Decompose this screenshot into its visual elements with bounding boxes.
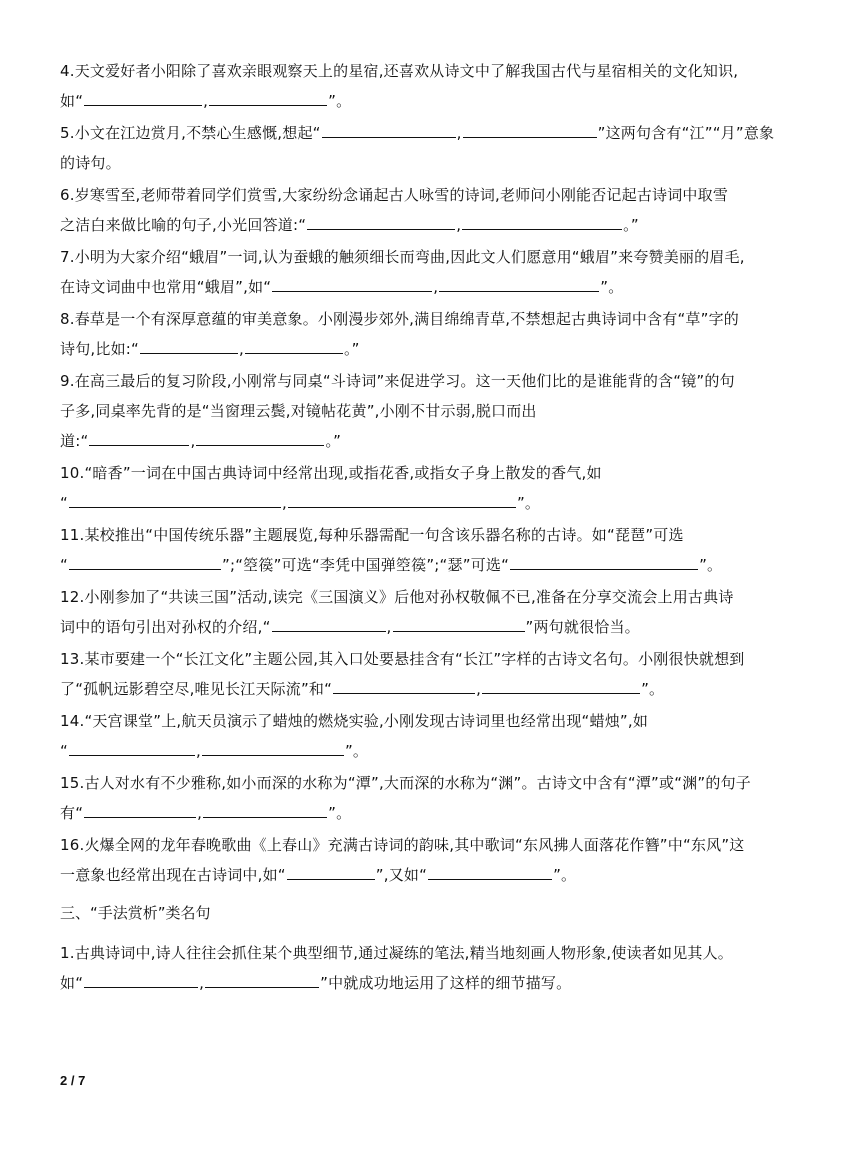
q13-end: ”。 <box>641 680 665 698</box>
question-16 <box>60 830 805 890</box>
q11-text-2: ”;“箜篌”可选“李凭中国弹箜篌”;“瑟”可选“ <box>221 556 510 574</box>
q16-text-3: ”,又如“ <box>375 866 428 884</box>
answer-blank[interactable] <box>463 123 597 138</box>
answer-blank[interactable] <box>209 91 327 106</box>
question-9 <box>60 366 805 456</box>
q12-end: ”两句就很恰当。 <box>525 618 640 636</box>
page-number: 2 / 7 <box>60 1073 86 1088</box>
q5-text: 5.小文在江边赏月,不禁心生感慨,想起“ <box>60 124 321 142</box>
q15-text-2: 有“ <box>60 804 84 822</box>
q4-comma: , <box>203 92 209 110</box>
question-12 <box>60 582 805 642</box>
q11-text: 11.某校推出“中国传统乐器”主题展览,每种乐器需配一句含该乐器名称的古诗。如“琵琶”可选 <box>60 526 684 544</box>
answer-blank[interactable] <box>69 555 221 570</box>
q6-comma: , <box>456 216 462 234</box>
q10-comma: , <box>281 494 287 512</box>
q10-open: “ <box>60 494 68 512</box>
q11-end: ”。 <box>699 556 723 574</box>
q12-comma: , <box>386 618 392 636</box>
q9-text-3: 道:“ <box>60 432 89 450</box>
question-6 <box>60 180 805 240</box>
q13-text: 13.某市要建一个“长江文化”主题公园,其入口处要悬挂含有“长江”字样的古诗文名句。小刚很快就想到 <box>60 650 745 668</box>
question-13 <box>60 644 805 704</box>
q6-text-2: 之洁白来做比喻的句子,小光回答道:“ <box>60 216 307 234</box>
answer-blank[interactable] <box>482 679 640 694</box>
answer-blank[interactable] <box>439 277 599 292</box>
q10-end: ”。 <box>516 494 541 512</box>
q6-text: 6.岁寒雪至,老师带着同学们赏雪,大家纷纷念诵起古人咏雪的诗词,老师问小刚能否记起古诗词中取雪 <box>60 186 729 204</box>
answer-blank[interactable] <box>140 339 238 354</box>
answer-blank[interactable] <box>69 493 281 508</box>
answer-blank[interactable] <box>322 123 456 138</box>
q12-text-2: 词中的语句引出对孙权的介绍,“ <box>60 618 271 636</box>
answer-blank[interactable] <box>245 339 343 354</box>
question-4 <box>60 56 805 116</box>
q10-text: 10.“暗香”一词在中国古典诗词中经常出现,或指花香,或指女子身上散发的香气,如 <box>60 464 602 482</box>
q16-text-2: 一意象也经常出现在古诗词中,如“ <box>60 866 286 884</box>
q14-end: ”。 <box>344 742 369 760</box>
answer-blank[interactable] <box>393 617 525 632</box>
q4-text: 4.天文爱好者小阳除了喜欢亲眼观察天上的星宿,还喜欢从诗文中了解我国古代与星宿相关的文化知识, <box>60 62 739 80</box>
q8-comma: , <box>239 340 244 358</box>
answer-blank[interactable] <box>84 803 196 818</box>
q7-text-2: 在诗文词曲中也常用“蛾眉”,如“ <box>60 278 272 296</box>
q6-end: 。” <box>623 216 639 234</box>
answer-blank[interactable] <box>307 215 455 230</box>
q16-text: 16.火爆全网的龙年春晚歌曲《上春山》充满古诗词的韵味,其中歌词“东风拂人面落花作簪”中“东风”这 <box>60 836 745 854</box>
answer-blank[interactable] <box>202 741 344 756</box>
question-8 <box>60 304 805 364</box>
answer-blank[interactable] <box>196 431 324 446</box>
q5-end: 的诗句。 <box>60 154 121 172</box>
question-11 <box>60 520 805 580</box>
page-content <box>60 56 805 1000</box>
q15-comma: , <box>197 804 203 822</box>
q4-text-2: 如“ <box>60 92 84 110</box>
s1-comma: , <box>199 974 205 992</box>
answer-blank[interactable] <box>84 91 202 106</box>
question-7 <box>60 242 805 302</box>
q14-comma: , <box>195 742 201 760</box>
answer-blank[interactable] <box>333 679 475 694</box>
answer-blank[interactable] <box>287 865 375 880</box>
q7-text: 7.小明为大家介绍“蛾眉”一词,认为蚕蛾的触须细长而弯曲,因此文人们愿意用“蛾眉”来夸赞美丽的眉毛, <box>60 248 745 266</box>
section3-question-1 <box>60 938 805 998</box>
q8-end: 。” <box>343 340 360 358</box>
q16-end: ”。 <box>553 866 577 884</box>
q9-comma: , <box>190 432 196 450</box>
q4-end: ”。 <box>328 92 352 110</box>
s1-text-2: 如“ <box>60 974 84 992</box>
s1-end: ”中就成功地运用了这样的细节描写。 <box>320 974 572 992</box>
answer-blank[interactable] <box>69 741 195 756</box>
q9-text-2: 子多,同桌率先背的是“当窗理云鬓,对镜帖花黄”,小刚不甘示弱,脱口而出 <box>60 402 537 420</box>
answer-blank[interactable] <box>462 215 622 230</box>
q11-open: “ <box>60 556 68 574</box>
q12-text: 12.小刚参加了“共读三国”活动,读完《三国演义》后他对孙权敬佩不已,准备在分享交流会上用古典诗 <box>60 588 734 606</box>
answer-blank[interactable] <box>89 431 189 446</box>
question-14 <box>60 706 805 766</box>
answer-blank[interactable] <box>428 865 552 880</box>
question-5 <box>60 118 805 178</box>
q5-text-2: ”这两句含有“江”“月”意象 <box>597 124 775 142</box>
answer-blank[interactable] <box>84 973 198 988</box>
q5-comma: , <box>456 124 462 142</box>
q14-open: “ <box>60 742 68 760</box>
q9-text: 9.在高三最后的复习阶段,小刚常与同桌“斗诗词”来促进学习。这一天他们比的是谁能背的含“镜”的句 <box>60 372 735 390</box>
answer-blank[interactable] <box>272 617 386 632</box>
q14-text: 14.“天宫课堂”上,航天员演示了蜡烛的燃烧实验,小刚发现古诗词里也经常出现“蜡烛”,如 <box>60 712 649 730</box>
question-10 <box>60 458 805 518</box>
section-title: 三、“手法赏析”类名句 <box>60 904 211 922</box>
question-15 <box>60 768 805 828</box>
q15-text: 15.古人对水有不少雅称,如小而深的水称为“潭”,大而深的水称为“渊”。古诗文中含有“潭”或“渊”的句子 <box>60 774 751 792</box>
q9-end: 。” <box>325 432 342 450</box>
answer-blank[interactable] <box>288 493 516 508</box>
q13-text-2: 了“孤帆远影碧空尽,唯见长江天际流”和“ <box>60 680 333 698</box>
q15-end: ”。 <box>328 804 352 822</box>
q7-comma: , <box>433 278 439 296</box>
q7-end: ”。 <box>600 278 624 296</box>
answer-blank[interactable] <box>272 277 432 292</box>
q8-text-2: 诗句,比如:“ <box>60 340 139 358</box>
s1-text: 1.古典诗词中,诗人往往会抓住某个典型细节,通过凝练的笔法,精当地刻画人物形象,使读者如见其人。 <box>60 944 733 962</box>
answer-blank[interactable] <box>203 803 327 818</box>
answer-blank[interactable] <box>205 973 319 988</box>
q13-comma: , <box>476 680 482 698</box>
answer-blank[interactable] <box>510 555 698 570</box>
q8-text: 8.春草是一个有深厚意蕴的审美意象。小刚漫步郊外,满目绵绵青草,不禁想起古典诗词中含有“草”字的 <box>60 310 739 328</box>
